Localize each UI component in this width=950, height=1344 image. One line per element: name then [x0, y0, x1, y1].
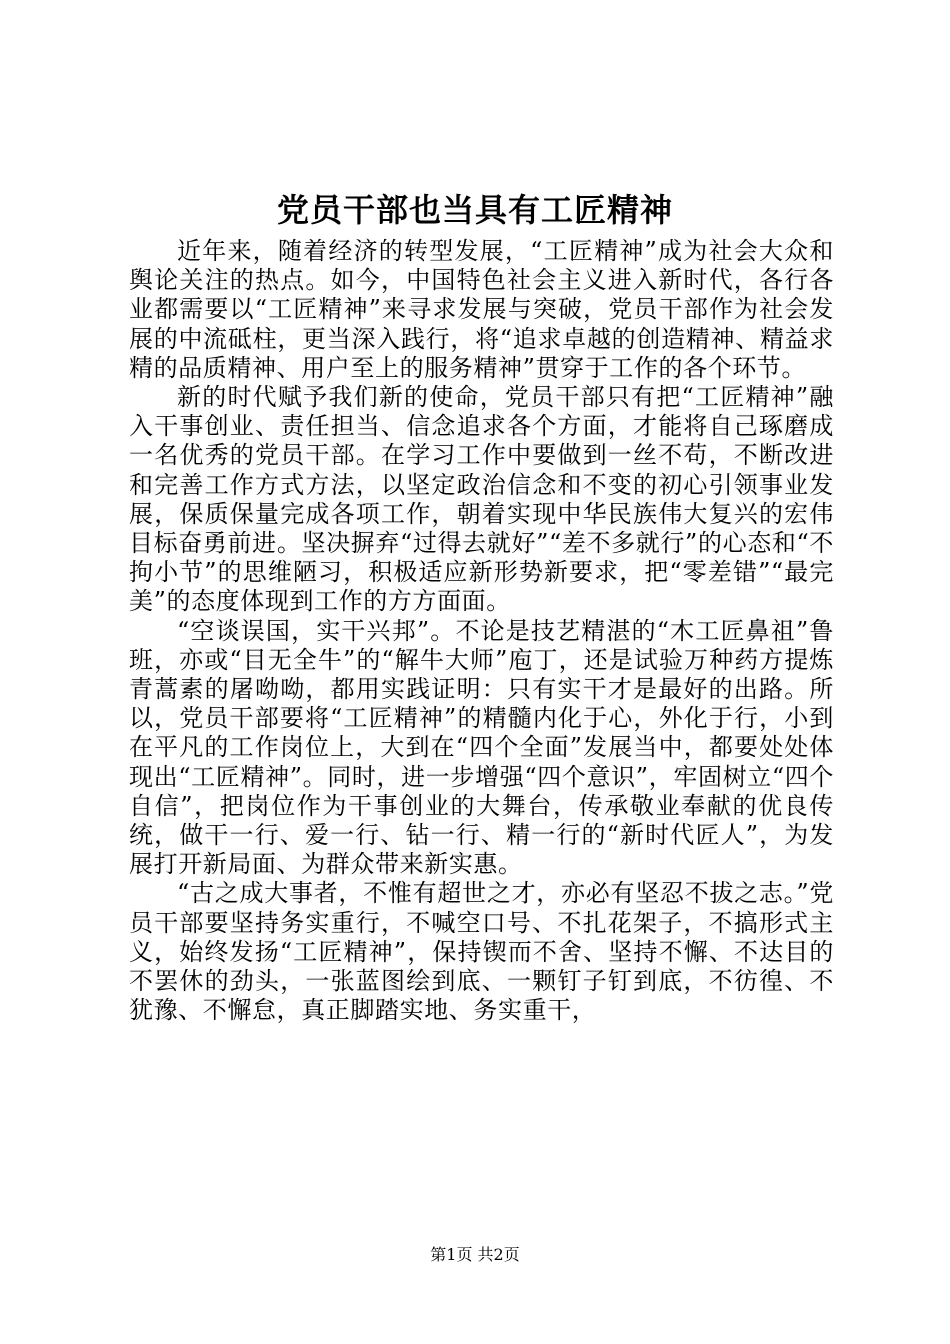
paragraph-2: 新的时代赋予我们新的使命，党员干部只有把“工匠精神”融入干事创业、责任担当、信念追求各个方面，才能将自己琢磨成一名优秀的党员干部。在学习工作中要做到一丝不苟，不断改进和完善工作方式方法，以坚定政治信念和不变的初心引领事业发展，保质保量完成各项工作，朝着实现中华民族伟大复兴的宏伟目标奋勇前进。坚决摒弃“过得去就好”“差不多就行”的心态和“不拘小节”的思维陋习，积极适应新形势新要求，把“零差错”“最完美”的态度体现到工作的方方面面。	[129, 383, 834, 616]
paragraph-4: “古之成大事者，不惟有超世之才，亦必有坚忍不拔之志。”党员干部要坚持务实重行，不喊空口号、不扎花架子，不搞形式主义，始终发扬“工匠精神”，保持锲而不舍、坚持不懈、不达目的不罢休的劲头，一张蓝图绘到底、一颗钉子钉到底，不彷徨、不犹豫、不懈怠，真正脚踏实地、务实重干，	[129, 879, 834, 1025]
page-number-footer: 第1页 共2页	[430, 1245, 520, 1264]
paragraph-3: “空谈误国，实干兴邦”。不论是技艺精湛的“木工匠鼻祖”鲁班，亦或“目无全牛”的“解牛大师”庖丁，还是试验万种药方提炼青蒿素的屠呦呦，都用实践证明：只有实干才是最好的出路。所以，党员干部要将“工匠精神”的精髓内化于心，外化于行，小到在平凡的工作岗位上，大到在“四个全面”发展当中，都要处处体现出“工匠精神”。同时，进一步增强“四个意识”，牢固树立“四个自信”，把岗位作为干事创业的大舞台，传承敬业奉献的优良传统，做干一行、爱一行、钻一行、精一行的“新时代匠人”，为发展打开新局面、为群众带来新实惠。	[129, 616, 834, 879]
document-body	[129, 237, 834, 1025]
document-title: 党员干部也当具有工匠精神	[276, 191, 673, 229]
paragraph-1: 近年来，随着经济的转型发展，“工匠精神”成为社会大众和舆论关注的热点。如今，中国特色社会主义进入新时代，各行各业都需要以“工匠精神”来寻求发展与突破，党员干部作为社会发展的中流砥柱，更当深入践行，将“追求卓越的创造精神、精益求精的品质精神、用户至上的服务精神”贯穿于工作的各个环节。	[129, 237, 834, 382]
